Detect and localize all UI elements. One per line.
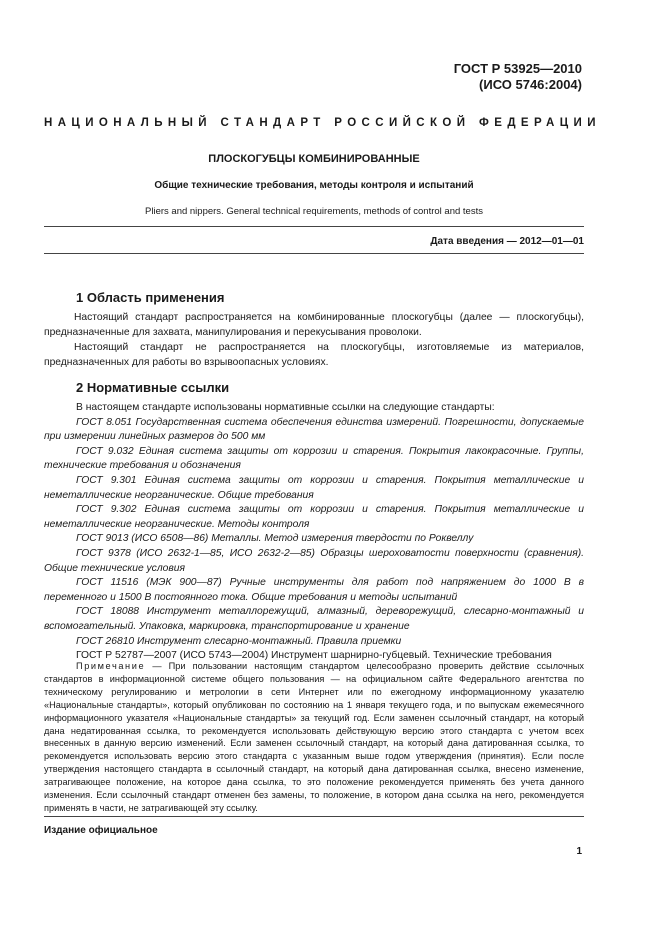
- gost-number: ГОСТ Р 53925—2010: [453, 61, 582, 76]
- section-1-paragraph: Настоящий стандарт распространяется на комбинированные плоскогубцы (далее — плоскогубцы), предназначенные для захвата, манипулирования и перекусывания проволоки.: [44, 312, 584, 338]
- reference-item: ГОСТ 9.302 Единая система защиты от коррозии и старения. Покрытия металлические и неметаллические неорганические. Методы контроля: [44, 504, 584, 530]
- introduction-date: Дата введения — 2012—01—01: [430, 236, 584, 247]
- reference-item: ГОСТ 9.032 Единая система защиты от коррозии и старения. Покрытия лакокрасочные. Группы, технические требования и обозначения: [44, 445, 584, 472]
- section-1-heading: 1 Область применения: [76, 290, 225, 305]
- reference-item: ГОСТ 9013 (ИСО 6508—86) Металлы. Метод измерения твердости по Роквеллу: [76, 533, 474, 545]
- note-label: Примечание: [76, 661, 146, 671]
- bottom-divider: [44, 816, 584, 817]
- date-divider: [44, 253, 584, 254]
- reference-item: ГОСТ 11516 (МЭК 900—87) Ручные инструменты для работ под напряжением до 1000 В в переменного и 1500 В постоянного тока. Общие требования и методы испытаний: [44, 577, 584, 603]
- reference-item: ГОСТ 8.051 Государственная система обеспечения единства измерений. Погрешности, допускаемые при измерении линейных размеров до 500 мм: [44, 416, 584, 443]
- official-edition: Издание официальное: [44, 825, 158, 836]
- section-1-body: [44, 310, 584, 370]
- reference-item: ГОСТ 26810 Инструмент слесарно-монтажный. Правила приемки: [76, 635, 402, 647]
- references-intro: В настоящем стандарте использованы нормативные ссылки на следующие стандарты:: [76, 402, 495, 413]
- national-standard-banner: НАЦИОНАЛЬНЫЙ СТАНДАРТ РОССИЙСКОЙ ФЕДЕРАЦИИ: [44, 117, 601, 129]
- document-subtitle: Общие технические требования, методы контроля и испытаний: [154, 180, 474, 191]
- reference-item: ГОСТ 18088 Инструмент металлорежущий, алмазный, дереворежущий, слесарно-монтажный и вспомогательный. Упаковка, маркировка, транспортирование и хранение: [44, 606, 584, 632]
- section-2-heading: 2 Нормативные ссылки: [76, 380, 230, 395]
- reference-item: ГОСТ 9378 (ИСО 2632-1—85, ИСО 2632-2—85) Образцы шероховатости поверхности (сравнения). Общие технические условия: [44, 547, 584, 574]
- document-title: ПЛОСКОГУБЦЫ КОМБИНИРОВАННЫЕ: [208, 153, 420, 165]
- reference-item: ГОСТ Р 52787—2007 (ИСО 5743—2004) Инструмент шарнирно-губцевый. Технические требования: [76, 650, 552, 662]
- page-number: 1: [576, 846, 582, 857]
- english-title: Pliers and nippers. General technical requirements, methods of control and tests: [145, 206, 483, 217]
- top-divider: [44, 226, 584, 227]
- section-1-paragraph: Настоящий стандарт не распространяется на плоскогубцы, изготовляемые из материалов, предназначенных для работы во взрывоопасных условиях.: [44, 342, 584, 368]
- normative-references: [44, 401, 584, 664]
- document-header: [454, 61, 582, 93]
- reference-item: ГОСТ 9.301 Единая система защиты от коррозии и старения. Покрытия металлические и неметаллические неорганические. Общие требования: [44, 474, 584, 501]
- note-text: — При пользовании настоящим стандартом целесообразно проверить действие ссылочных стандартов в информационной системе общего пользования — на официальном сайте Федерального агентства по техническому регулированию и метрологии в сети Интернет или по ежегодному информационному указателю «Национальные стандарты», который опубликован по состоянию на 1 января текущего года, и по выпускам ежемесячного информационного указателя «Национальные стандарты» за текущий год. Если заменен ссылочный стандарт, на который дана недатированная ссылка, то рекомендуется использовать действующую версию этого стандарта с учетом всех внесенных в данную версию изменений. Если заменен ссылочный стандарт, на который дана датированная ссылка, то рекомендуется использовать версию этого стандарта с указанным выше годом утверждения (принятия). Если после утверждения настоящего стандарта в ссылочный стандарт, на который дана датированная ссылка, внесено изменение, затрагивающее положение, на которое дана ссылка, то это положение рекомендуется применять без учета данного изменения. Если ссылочный стандарт отменен без замены, то положение, в котором дана ссылка на него, рекомендуется применять в части, не затрагивающей эту ссылку.: [44, 661, 584, 813]
- iso-number: (ИСО 5746:2004): [479, 77, 582, 92]
- references-note: [44, 660, 584, 815]
